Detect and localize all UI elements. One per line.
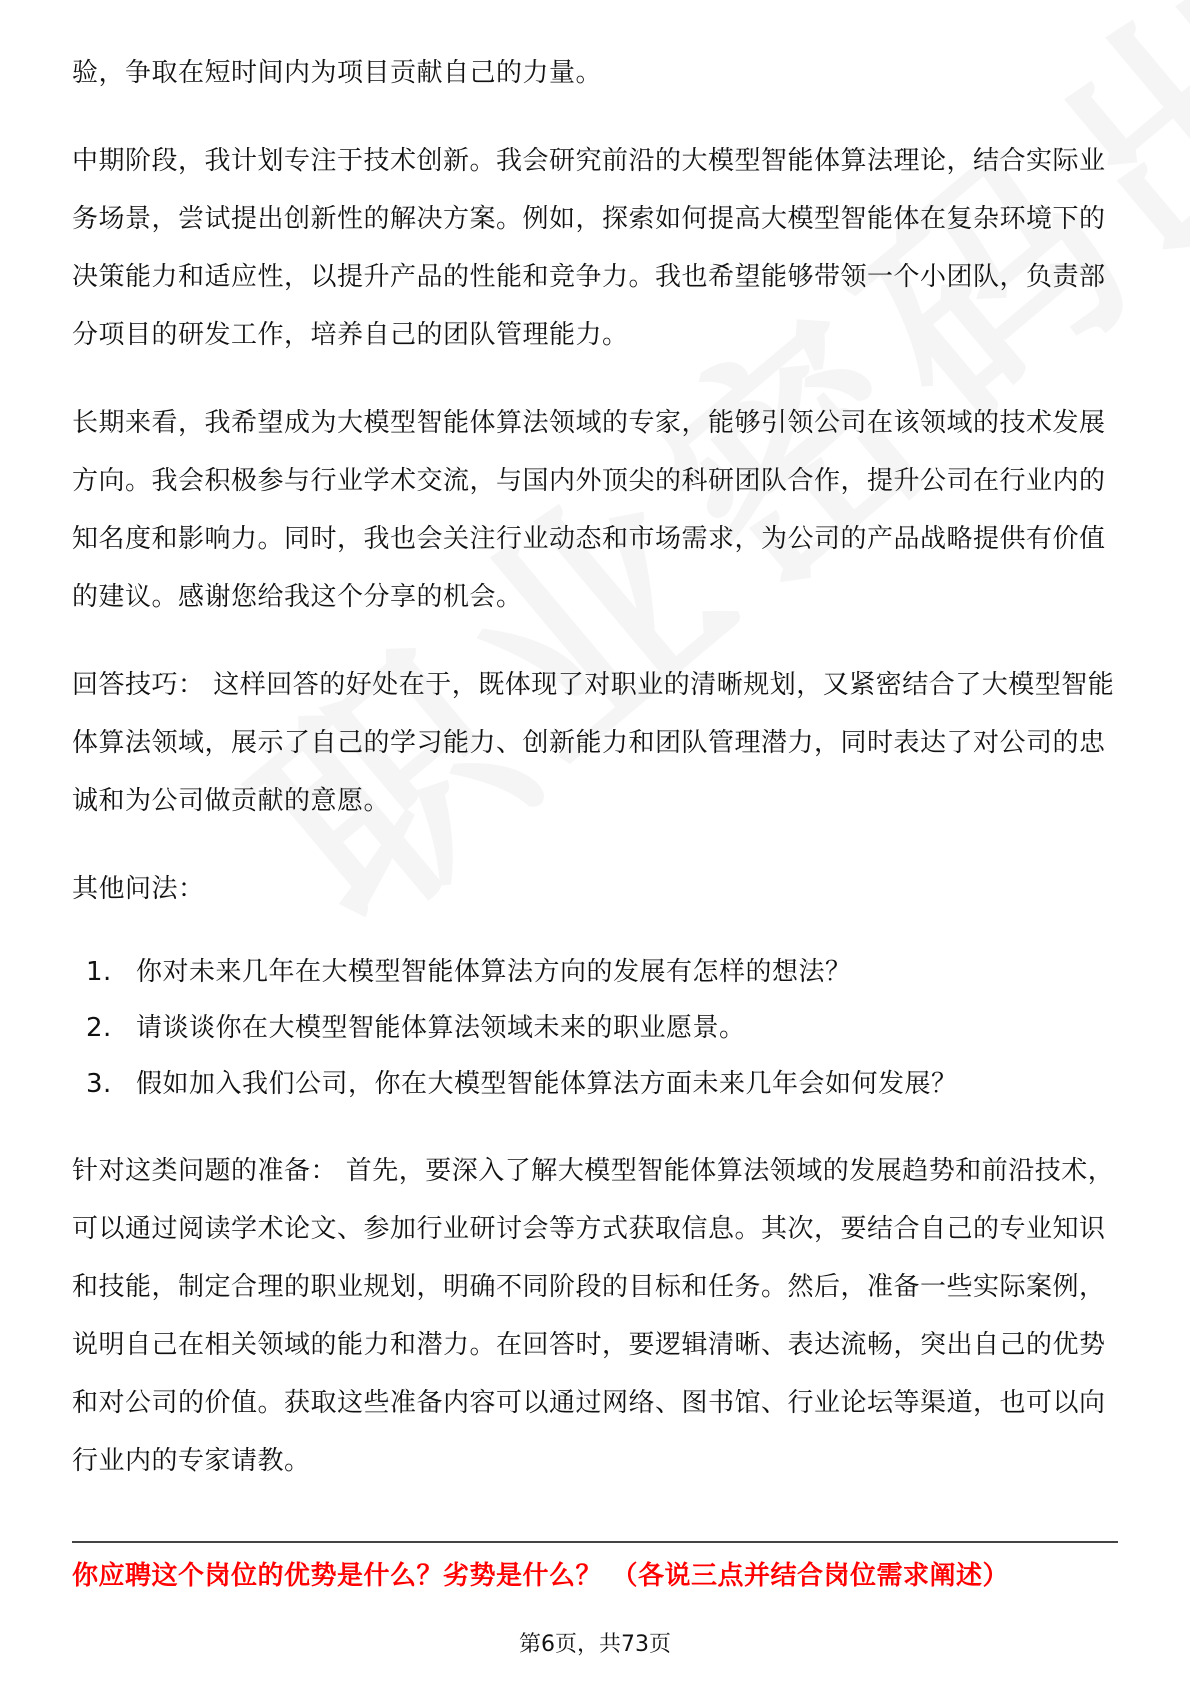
list-item-text: 请谈谈你在大模型智能体算法领域未来的职业愿景。 [136, 1013, 746, 1043]
other-questions-list [72, 944, 1118, 1112]
section-divider [72, 1541, 1118, 1543]
page-content [72, 44, 1118, 1520]
page-number: 第6页，共73页 [519, 1632, 671, 1657]
paragraph-preparation: 针对这类问题的准备： 首先，要深入了解大模型智能体算法领域的发展趋势和前沿技术，可以通过阅读学术论文、参加行业研讨会等方式获取信息。其次，要结合自己的专业知识和技能，制定合理的职业规划，明确不同阶段的目标和任务。然后，准备一些实际案例，说明自己在相关领域的能力和潜力。在回答时，要逻辑清晰、表达流畅，突出自己的优势和对公司的价值。获取这些准备内容可以通过网络、图书馆、行业论坛等渠道，也可以向行业内的专家请教。 [72, 1156, 1115, 1476]
list-item-number: 1. [86, 957, 112, 987]
list-item [72, 1000, 1118, 1056]
other-questions-label: 其他问法： [72, 874, 205, 904]
paragraph-mid-term: 中期阶段，我计划专注于技术创新。我会研究前沿的大模型智能体算法理论，结合实际业务场景，尝试提出创新性的解决方案。例如，探索如何提高大模型智能体在复杂环境下的决策能力和适应性，以提升产品的性能和竞争力。我也希望能够带领一个小团队，负责部分项目的研发工作，培养自己的团队管理能力。 [72, 146, 1106, 350]
list-item [72, 944, 1118, 1000]
list-item-text: 假如加入我们公司，你在大模型智能体算法方面未来几年会如何发展？ [136, 1069, 958, 1099]
list-item [72, 1056, 1118, 1112]
list-item-number: 3. [86, 1069, 112, 1099]
paragraph-answer-tips: 回答技巧： 这样回答的好处在于，既体现了对职业的清晰规划，又紧密结合了大模型智能体算法领域，展示了自己的学习能力、创新能力和团队管理潜力，同时表达了对公司的忠诚和为公司做贡献的意愿。 [72, 670, 1115, 816]
paragraph-long-term: 长期来看，我希望成为大模型智能体算法领域的专家，能够引领公司在该领域的技术发展方向。我会积极参与行业学术交流，与国内外顶尖的科研团队合作，提升公司在行业内的知名度和影响力。同时，我也会关注行业动态和市场需求，为公司的产品战略提供有价值的建议。感谢您给我这个分享的机会。 [72, 408, 1106, 612]
paragraph-continuation: 验，争取在短时间内为项目贡献自己的力量。 [72, 58, 603, 88]
next-question-heading: 你应聘这个岗位的优势是什么？劣势是什么？ （各说三点并结合岗位需求阐述） [72, 1561, 1010, 1591]
list-item-number: 2. [86, 1013, 112, 1043]
list-item-text: 你对未来几年在大模型智能体算法方向的发展有怎样的想法？ [136, 957, 852, 987]
